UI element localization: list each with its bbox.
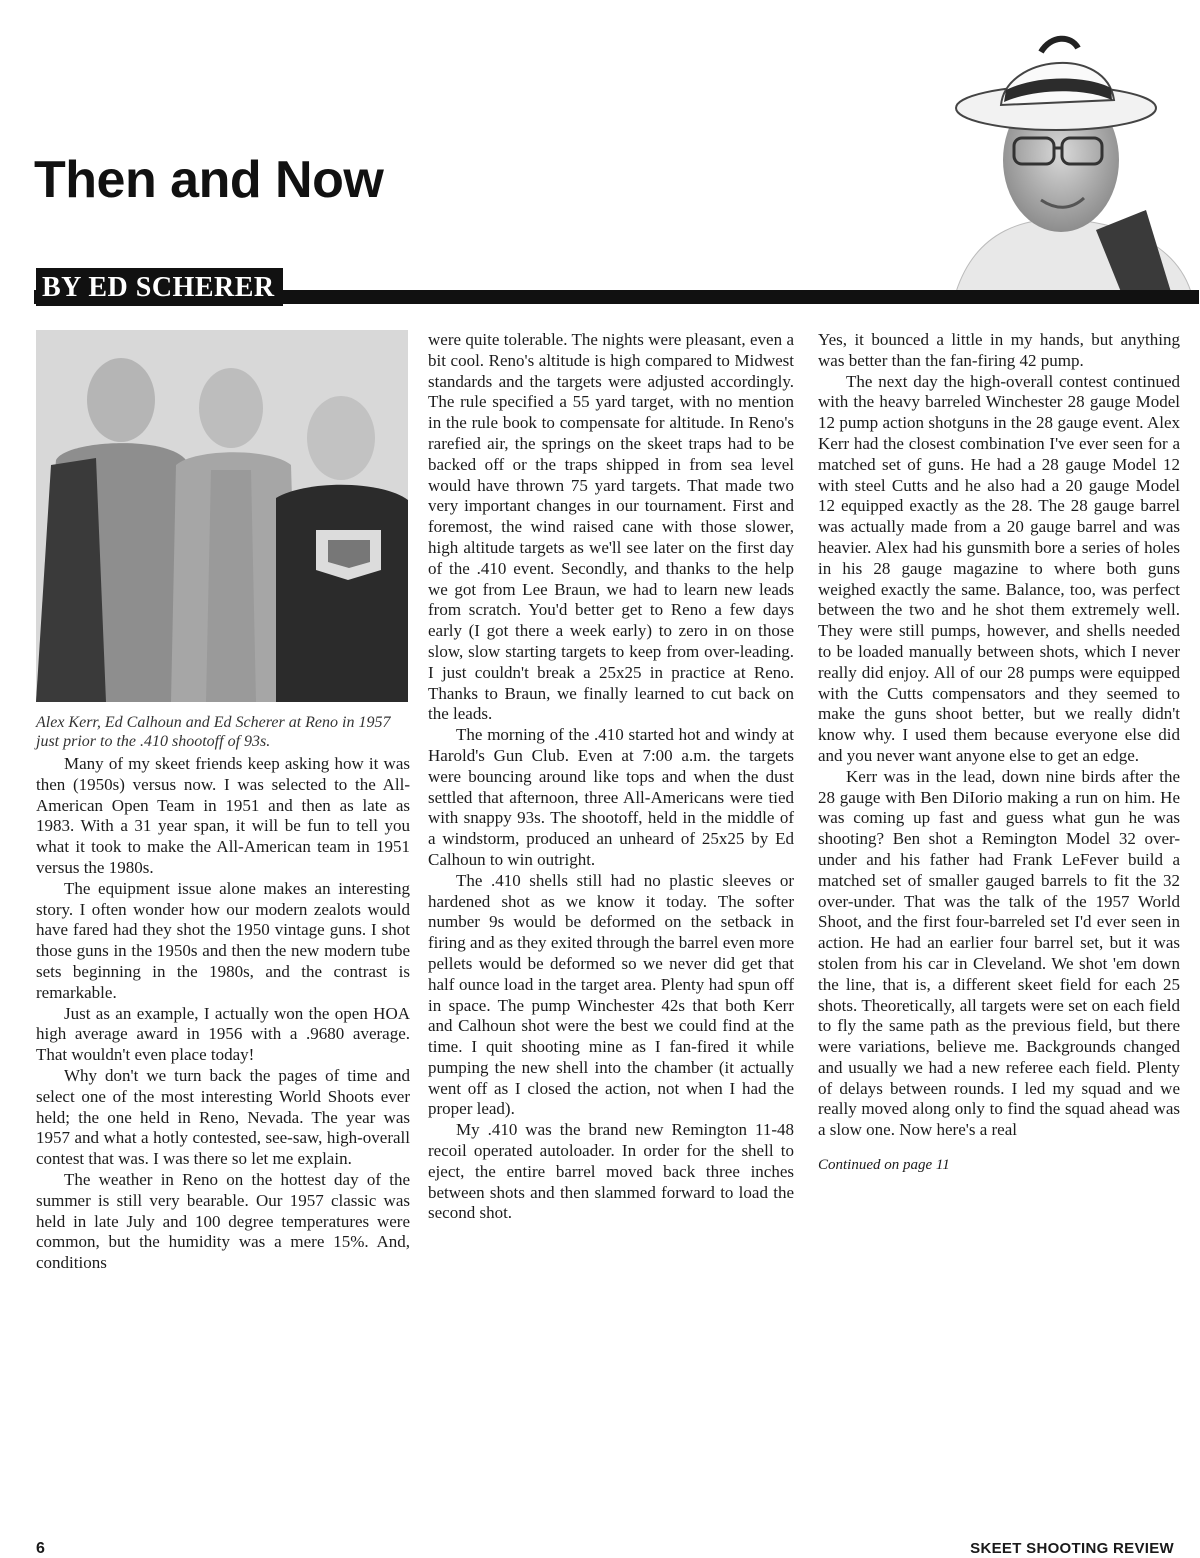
paragraph: Kerr was in the lead, down nine birds after the 28 gauge with Ben DiIorio making a run on him. He was coming up fast and guess what gun he was shooting? Ben shot a Remington Model 32 over-under and his father had Frank LeFever build a matched set of smaller gauged barrels to fit the 32 over-under. That was the talk of the 1957 World Shoot, and the first four-barreled set I'd ever seen in action. He had an earlier four barrel set, but it was stolen from his car in Cleveland. We shot 'em down the line, that is, a different skeet field for each 25 shots. Theoretically, all targets were set on each field to fly the same path as the previous field, but there were variations, believe me. Backgrounds changed and usually we had a new referee each field. Plenty of delays between rounds. I led my squad and we really moved along only to find the squad ahead was a slow one. Now here's a real — [818, 766, 1180, 1140]
paragraph: Just as an example, I actually won the open HOA high average award in 1956 with a .9680 average. That wouldn't even place today! — [36, 1003, 410, 1065]
paragraph: Yes, it bounced a little in my hands, but anything was better than the fan-firing 42 pump. — [818, 330, 1180, 370]
author-portrait-photo — [946, 30, 1191, 292]
page-number: 6 — [36, 1540, 45, 1557]
paragraph: The next day the high-overall contest continued with the heavy barreled Winchester 28 gauge Model 12 pump action shotguns in the 28 gauge event. Alex Kerr had the closest combination I've ever seen for a matched set of guns. He had a 28 gauge Model 12 with steel Cutts and he also had a 20 gauge Model 12 equipped exactly as the 28. The 28 gauge barrel was actually made from a 20 gauge barrel and was heavier. Alex had his gunsmith bore a series of holes in his 28 gauge magazine to where both guns weighed exactly the same. Balance, too, was perfect between the two and he shot them extremely well. They were still pumps, however, and shells needed to be loaded manually between shots, which I never really did enjoy. All of our 28 pumps were equipped with the Cutts compensators and they seemed to make the guns shoot better, but we really didn't know why. I used them because everyone else did and you never want anyone else to get an edge. — [818, 371, 1180, 765]
paragraph: The weather in Reno on the hottest day of the summer is still very bearable. Our 1957 classic was held in late July and 100 degree temperatures were common, but the humidity was a mere 15%. And, conditions — [36, 1169, 410, 1273]
article-column-2 — [428, 330, 794, 1224]
paragraph: The morning of the .410 started hot and windy at Harold's Gun Club. Even at 7:00 a.m. the targets were bouncing around like tops and when the dust settled that afternoon, three All-Americans were tied with snappy 93s. The shootoff, held in the middle of a windstorm, produced an unheard of 25x25 by Ed Calhoun to win outright. — [428, 725, 794, 869]
continued-note: Continued on page 11 — [818, 1157, 950, 1174]
article-column-1 — [36, 754, 410, 1274]
magazine-name: SKEET SHOOTING REVIEW — [970, 1540, 1174, 1557]
paragraph: The .410 shells still had no plastic sleeves or hardened shot as we know it today. The softer number 9s would be deformed on the setback in firing and as they exited through the barrel even more pellets would be deformed so we never did get that half ounce load in the target area. Plenty had spun off in space. The pump Winchester 42s that both Kerr and Calhoun shot were the best we could find at the time. I quit shooting mine as I fan-fired it while pumping the new shell into the chamber (it actually went off as I closed the action, not when I had the proper lead). — [428, 870, 794, 1119]
paragraph: The equipment issue alone makes an interesting story. I often wonder how our modern zealots would have fared had they shot the 1950 vintage guns. I shot those guns in the 1950s and then the new modern tube sets beginning in the 1980s, and the contrast is remarkable. — [36, 878, 410, 1002]
paragraph: My .410 was the brand new Remington 11-48 recoil operated autoloader. In order for the shell to eject, the entire barrel moved back three inches between shots and then slammed forward to load the second shot. — [428, 1120, 794, 1223]
paragraph: Why don't we turn back the pages of time and select one of the most interesting World Shoots ever held; the one held in Reno, Nevada. The year was 1957 and what a hotly contested, see-saw, high-overall contest that was. I was there so let me explain. — [36, 1065, 410, 1169]
article-title: Then and Now — [34, 151, 384, 209]
photo-caption: Alex Kerr, Ed Calhoun and Ed Scherer at Reno in 1957 just prior to the .410 shootoff of 93s. — [36, 714, 391, 750]
byline: BY ED SCHERER — [36, 268, 283, 306]
paragraph: were quite tolerable. The nights were pleasant, even a bit cool. Reno's altitude is high compared to Midwest standards and the targets were adjusted accordingly. The rule specified a 55 yard target, with no mention in the rule book to compensate for altitude. In Reno's rarefied air, the springs on the skeet traps had to be backed off or the traps shipped in from sea level would have thrown 75 yard targets. That made two very important changes in our tournament. First and foremost, the wind raised cane with those slower, high altitude targets as we'll see later on the first day of the .410 event. Secondly, and thanks to the help we got from Lee Braun, we had to learn new leads from scratch. You'd better get to Reno a few days early (I got there a week early) to zero in on those slow, slow starting targets to keep from over-leading. I just couldn't break a 25x25 in practice at Reno. Thanks to Braun, we finally learned to cut back on the leads. — [428, 330, 794, 724]
group-photo — [36, 330, 408, 702]
article-column-3 — [818, 330, 1180, 1176]
paragraph: Many of my skeet friends keep asking how it was then (1950s) versus now. I was selected to the All-American Open Team in 1951 and then as late as 1983. With a 31 year span, it will be fun to tell you what it took to make the All-American team in 1951 versus the 1980s. — [36, 754, 410, 877]
